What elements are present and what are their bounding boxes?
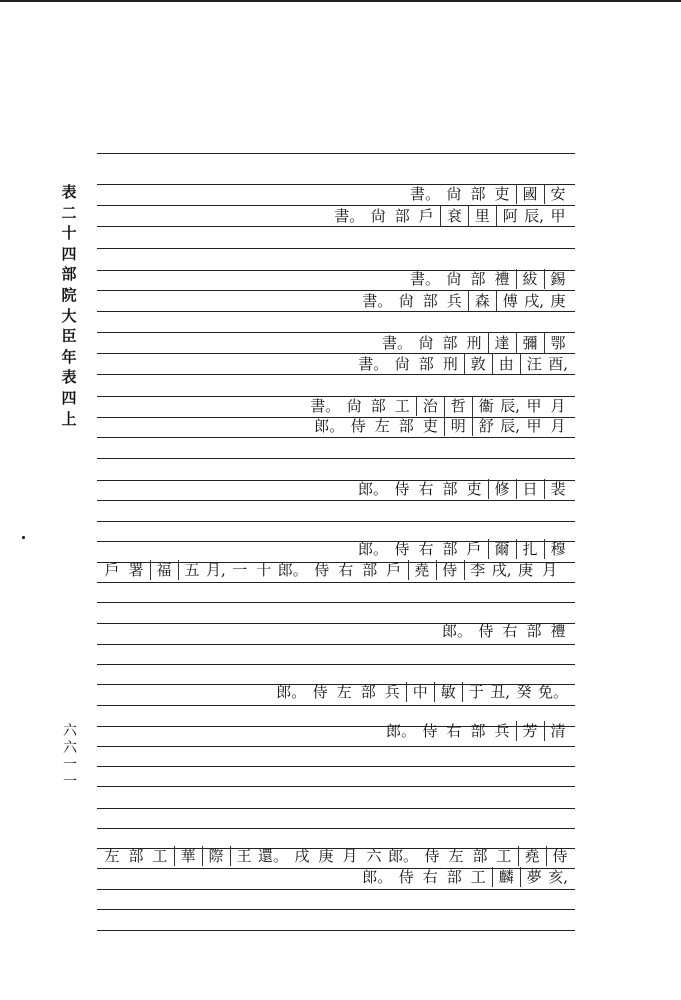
cell-text: 達 bbox=[488, 333, 514, 353]
cell-text: 書。 bbox=[381, 334, 412, 352]
rule-line bbox=[97, 311, 575, 312]
margin-title: 表二十四 部院大臣年表四上 bbox=[61, 183, 77, 428]
cell-text: 右 bbox=[502, 622, 518, 640]
cell-text: 書。 bbox=[409, 185, 440, 203]
rule-line bbox=[97, 808, 575, 809]
cell-text: 月 bbox=[550, 397, 566, 415]
cell-text: 尙 bbox=[446, 270, 462, 288]
cell-text: 侍 bbox=[312, 683, 328, 701]
cell-text: 還。 bbox=[258, 847, 289, 865]
cell-text: 部 bbox=[128, 847, 144, 865]
cell-text: 侍 bbox=[436, 560, 462, 580]
cell-text: 禮 bbox=[494, 270, 510, 288]
cell-text: 部 bbox=[470, 270, 486, 288]
cell-text: 治 bbox=[416, 396, 442, 416]
cell-text: 郎。 bbox=[357, 540, 388, 558]
table-row bbox=[100, 682, 570, 702]
cell-text: 郎。 bbox=[362, 868, 393, 886]
cell-text: 右 bbox=[446, 722, 462, 740]
cell-text: 鄂 bbox=[544, 333, 570, 353]
cell-text: 敏 bbox=[434, 682, 460, 702]
cell-text: 明 bbox=[444, 416, 470, 436]
cell-text: 舒 bbox=[472, 416, 498, 436]
cell-text: 華 bbox=[174, 846, 200, 866]
cell-text: 辰, bbox=[500, 417, 520, 435]
cell-text: 庚 bbox=[318, 847, 334, 865]
cell-text: 敦 bbox=[464, 354, 490, 374]
table-row bbox=[100, 269, 570, 289]
cell-text: 福 bbox=[150, 560, 176, 580]
table-row bbox=[100, 621, 570, 641]
cell-text: 袞 bbox=[440, 206, 466, 226]
cell-text: 吏 bbox=[494, 185, 510, 203]
cell-text: 戶 bbox=[386, 561, 402, 579]
cell-text: 堯 bbox=[408, 560, 434, 580]
cell-text: 王 bbox=[230, 846, 256, 866]
cell-text: 工 bbox=[496, 847, 512, 865]
rule-line bbox=[97, 374, 575, 375]
table-row bbox=[100, 184, 570, 204]
cell-text: 部 bbox=[418, 355, 434, 373]
cell-text: 部 bbox=[470, 185, 486, 203]
rule-line bbox=[97, 437, 575, 438]
cell-text: 月 bbox=[542, 561, 558, 579]
cell-text: 戌, bbox=[524, 292, 544, 310]
cell-text: 兵 bbox=[494, 722, 510, 740]
cell-text: 六 bbox=[366, 847, 382, 865]
cell-text: 部 bbox=[398, 417, 414, 435]
table-row bbox=[100, 396, 570, 416]
cell-text: 裴 bbox=[544, 479, 570, 499]
cell-text: 十 bbox=[256, 561, 272, 579]
table-row bbox=[100, 354, 570, 374]
cell-text: 郎。 bbox=[441, 622, 472, 640]
cell-text: 尙 bbox=[346, 397, 362, 415]
cell-text: 吏 bbox=[466, 480, 482, 498]
rule-line bbox=[97, 889, 575, 890]
cell-text: 戶 bbox=[104, 561, 120, 579]
table-row bbox=[100, 721, 570, 741]
cell-text: 部 bbox=[360, 683, 376, 701]
cell-text: 部 bbox=[442, 540, 458, 558]
cell-text: 部 bbox=[370, 397, 386, 415]
cell-text: 吏 bbox=[422, 417, 438, 435]
cell-text: 左 bbox=[104, 847, 120, 865]
table-row bbox=[100, 539, 570, 559]
cell-text: 修 bbox=[488, 479, 514, 499]
cell-text: 戌, bbox=[491, 561, 512, 579]
cell-text: 兵 bbox=[446, 292, 462, 310]
cell-text: 書。 bbox=[358, 355, 389, 373]
cell-text: 侍 bbox=[424, 847, 440, 865]
table-row bbox=[100, 206, 570, 226]
rule-line bbox=[97, 786, 575, 787]
rule-line bbox=[97, 226, 575, 227]
cell-text: 侍 bbox=[546, 846, 572, 866]
top-border bbox=[0, 0, 681, 2]
cell-text: 右 bbox=[418, 480, 434, 498]
cell-text: 署 bbox=[128, 561, 144, 579]
cell-text: 中 bbox=[406, 682, 432, 702]
cell-text: 侍 bbox=[422, 722, 438, 740]
cell-text: 書。 bbox=[409, 270, 440, 288]
cell-text: 尙 bbox=[370, 207, 386, 225]
cell-text: 際 bbox=[202, 846, 228, 866]
cell-text: 里 bbox=[468, 206, 494, 226]
rule-line bbox=[97, 644, 575, 645]
cell-text: 郎。 bbox=[388, 847, 419, 865]
rule-line bbox=[97, 909, 575, 910]
cell-text: 左 bbox=[336, 683, 352, 701]
table-row bbox=[100, 560, 570, 580]
cell-text: 部 bbox=[422, 292, 438, 310]
cell-text: 侍 bbox=[394, 480, 410, 498]
cell-text: 庚 bbox=[518, 561, 534, 579]
cell-text: 右 bbox=[418, 540, 434, 558]
cell-text: 刑 bbox=[442, 355, 458, 373]
cell-text: 戌 bbox=[294, 847, 310, 865]
cell-text: 夢 bbox=[520, 867, 546, 887]
cell-text: 免。 bbox=[537, 683, 568, 701]
page-number: 六六一一 bbox=[63, 723, 77, 790]
cell-text: 郎。 bbox=[277, 561, 308, 579]
cell-text: 傅 bbox=[496, 291, 522, 311]
cell-text: 酉, bbox=[548, 355, 568, 373]
rule-line bbox=[97, 766, 575, 767]
cell-text: 扎 bbox=[516, 539, 542, 559]
cell-text: 安 bbox=[544, 184, 570, 204]
cell-text: 書。 bbox=[362, 292, 393, 310]
cell-text: 左 bbox=[448, 847, 464, 865]
cell-text: 部 bbox=[362, 561, 378, 579]
cell-text: 侍 bbox=[314, 561, 330, 579]
cell-text: 庚 bbox=[550, 292, 566, 310]
cell-text: 尙 bbox=[394, 355, 410, 373]
table-row bbox=[100, 333, 570, 353]
cell-text: 日 bbox=[516, 479, 542, 499]
cell-text: 郎。 bbox=[276, 683, 307, 701]
cell-text: 右 bbox=[338, 561, 354, 579]
table-row bbox=[100, 479, 570, 499]
cell-text: 汪 bbox=[520, 354, 546, 374]
cell-text: 由 bbox=[492, 354, 518, 374]
cell-text: 侍 bbox=[350, 417, 366, 435]
cell-text: 書。 bbox=[334, 207, 365, 225]
cell-text: 戶 bbox=[418, 207, 434, 225]
rule-line bbox=[97, 705, 575, 706]
cell-text: 郎。 bbox=[314, 417, 345, 435]
cell-text: 阿 bbox=[496, 206, 522, 226]
cell-text: 丑, bbox=[490, 683, 510, 701]
table-row bbox=[100, 416, 570, 436]
cell-text: 書。 bbox=[310, 397, 341, 415]
cell-text: 國 bbox=[516, 184, 542, 204]
cell-text: 李 bbox=[464, 560, 490, 580]
cell-text: 部 bbox=[442, 480, 458, 498]
cell-text: 辰, bbox=[500, 397, 520, 415]
cell-text: 月, bbox=[206, 561, 226, 579]
cell-text: 工 bbox=[470, 868, 486, 886]
cell-text: 亥, bbox=[548, 868, 568, 886]
cell-text: 一 bbox=[232, 561, 248, 579]
cell-text: 部 bbox=[470, 722, 486, 740]
rule-line bbox=[97, 602, 575, 603]
cell-text: 部 bbox=[394, 207, 410, 225]
cell-text: 麟 bbox=[492, 867, 518, 887]
rule-line bbox=[97, 248, 575, 249]
cell-text: 右 bbox=[422, 868, 438, 886]
rule-line bbox=[97, 458, 575, 459]
cell-text: 郎。 bbox=[357, 480, 388, 498]
rule-line bbox=[97, 153, 575, 154]
cell-text: 清 bbox=[544, 721, 570, 741]
cell-text: 工 bbox=[152, 847, 168, 865]
rule-line bbox=[97, 828, 575, 829]
cell-text: 侍 bbox=[398, 868, 414, 886]
cell-text: 甲 bbox=[526, 397, 542, 415]
cell-text: 工 bbox=[394, 397, 410, 415]
cell-text: 兵 bbox=[384, 683, 400, 701]
rule-line bbox=[97, 582, 575, 583]
cell-text: 芳 bbox=[516, 721, 542, 741]
cell-text: 部 bbox=[446, 868, 462, 886]
cell-text: 刑 bbox=[466, 334, 482, 352]
cell-text: 部 bbox=[442, 334, 458, 352]
cell-text: 部 bbox=[472, 847, 488, 865]
cell-text: 尙 bbox=[398, 292, 414, 310]
rule-line bbox=[97, 746, 575, 747]
cell-text: 衞 bbox=[472, 396, 498, 416]
cell-text: 紱 bbox=[516, 269, 542, 289]
cell-text: 堯 bbox=[518, 846, 544, 866]
cell-text: 甲 bbox=[550, 207, 566, 225]
cell-text: 侍 bbox=[394, 540, 410, 558]
cell-text: 五 bbox=[178, 560, 204, 580]
cell-text: 哲 bbox=[444, 396, 470, 416]
cell-text: 尙 bbox=[446, 185, 462, 203]
rule-line bbox=[97, 521, 575, 522]
cell-text: 尙 bbox=[418, 334, 434, 352]
cell-text: 侍 bbox=[478, 622, 494, 640]
cell-text: 錫 bbox=[544, 269, 570, 289]
cell-text: 部 bbox=[526, 622, 542, 640]
cell-text: 月 bbox=[342, 847, 358, 865]
cell-text: 左 bbox=[374, 417, 390, 435]
cell-text: 彌 bbox=[516, 333, 542, 353]
table-row bbox=[100, 291, 570, 311]
cell-text: 月 bbox=[550, 417, 566, 435]
cell-text: 爾 bbox=[488, 539, 514, 559]
table-row bbox=[100, 846, 570, 866]
cell-text: 郎。 bbox=[385, 722, 416, 740]
cell-text: 穆 bbox=[544, 539, 570, 559]
cell-text: 森 bbox=[468, 291, 494, 311]
rule-line bbox=[97, 500, 575, 501]
rule-line bbox=[97, 664, 575, 665]
cell-text: 癸 bbox=[516, 683, 532, 701]
cell-text: 禮 bbox=[550, 622, 566, 640]
cell-text: 辰, bbox=[524, 207, 544, 225]
rule-line bbox=[97, 930, 575, 931]
cell-text: 于 bbox=[462, 682, 488, 702]
margin-dot bbox=[22, 536, 25, 539]
cell-text: 戶 bbox=[466, 540, 482, 558]
cell-text: 甲 bbox=[526, 417, 542, 435]
table-row bbox=[100, 867, 570, 887]
